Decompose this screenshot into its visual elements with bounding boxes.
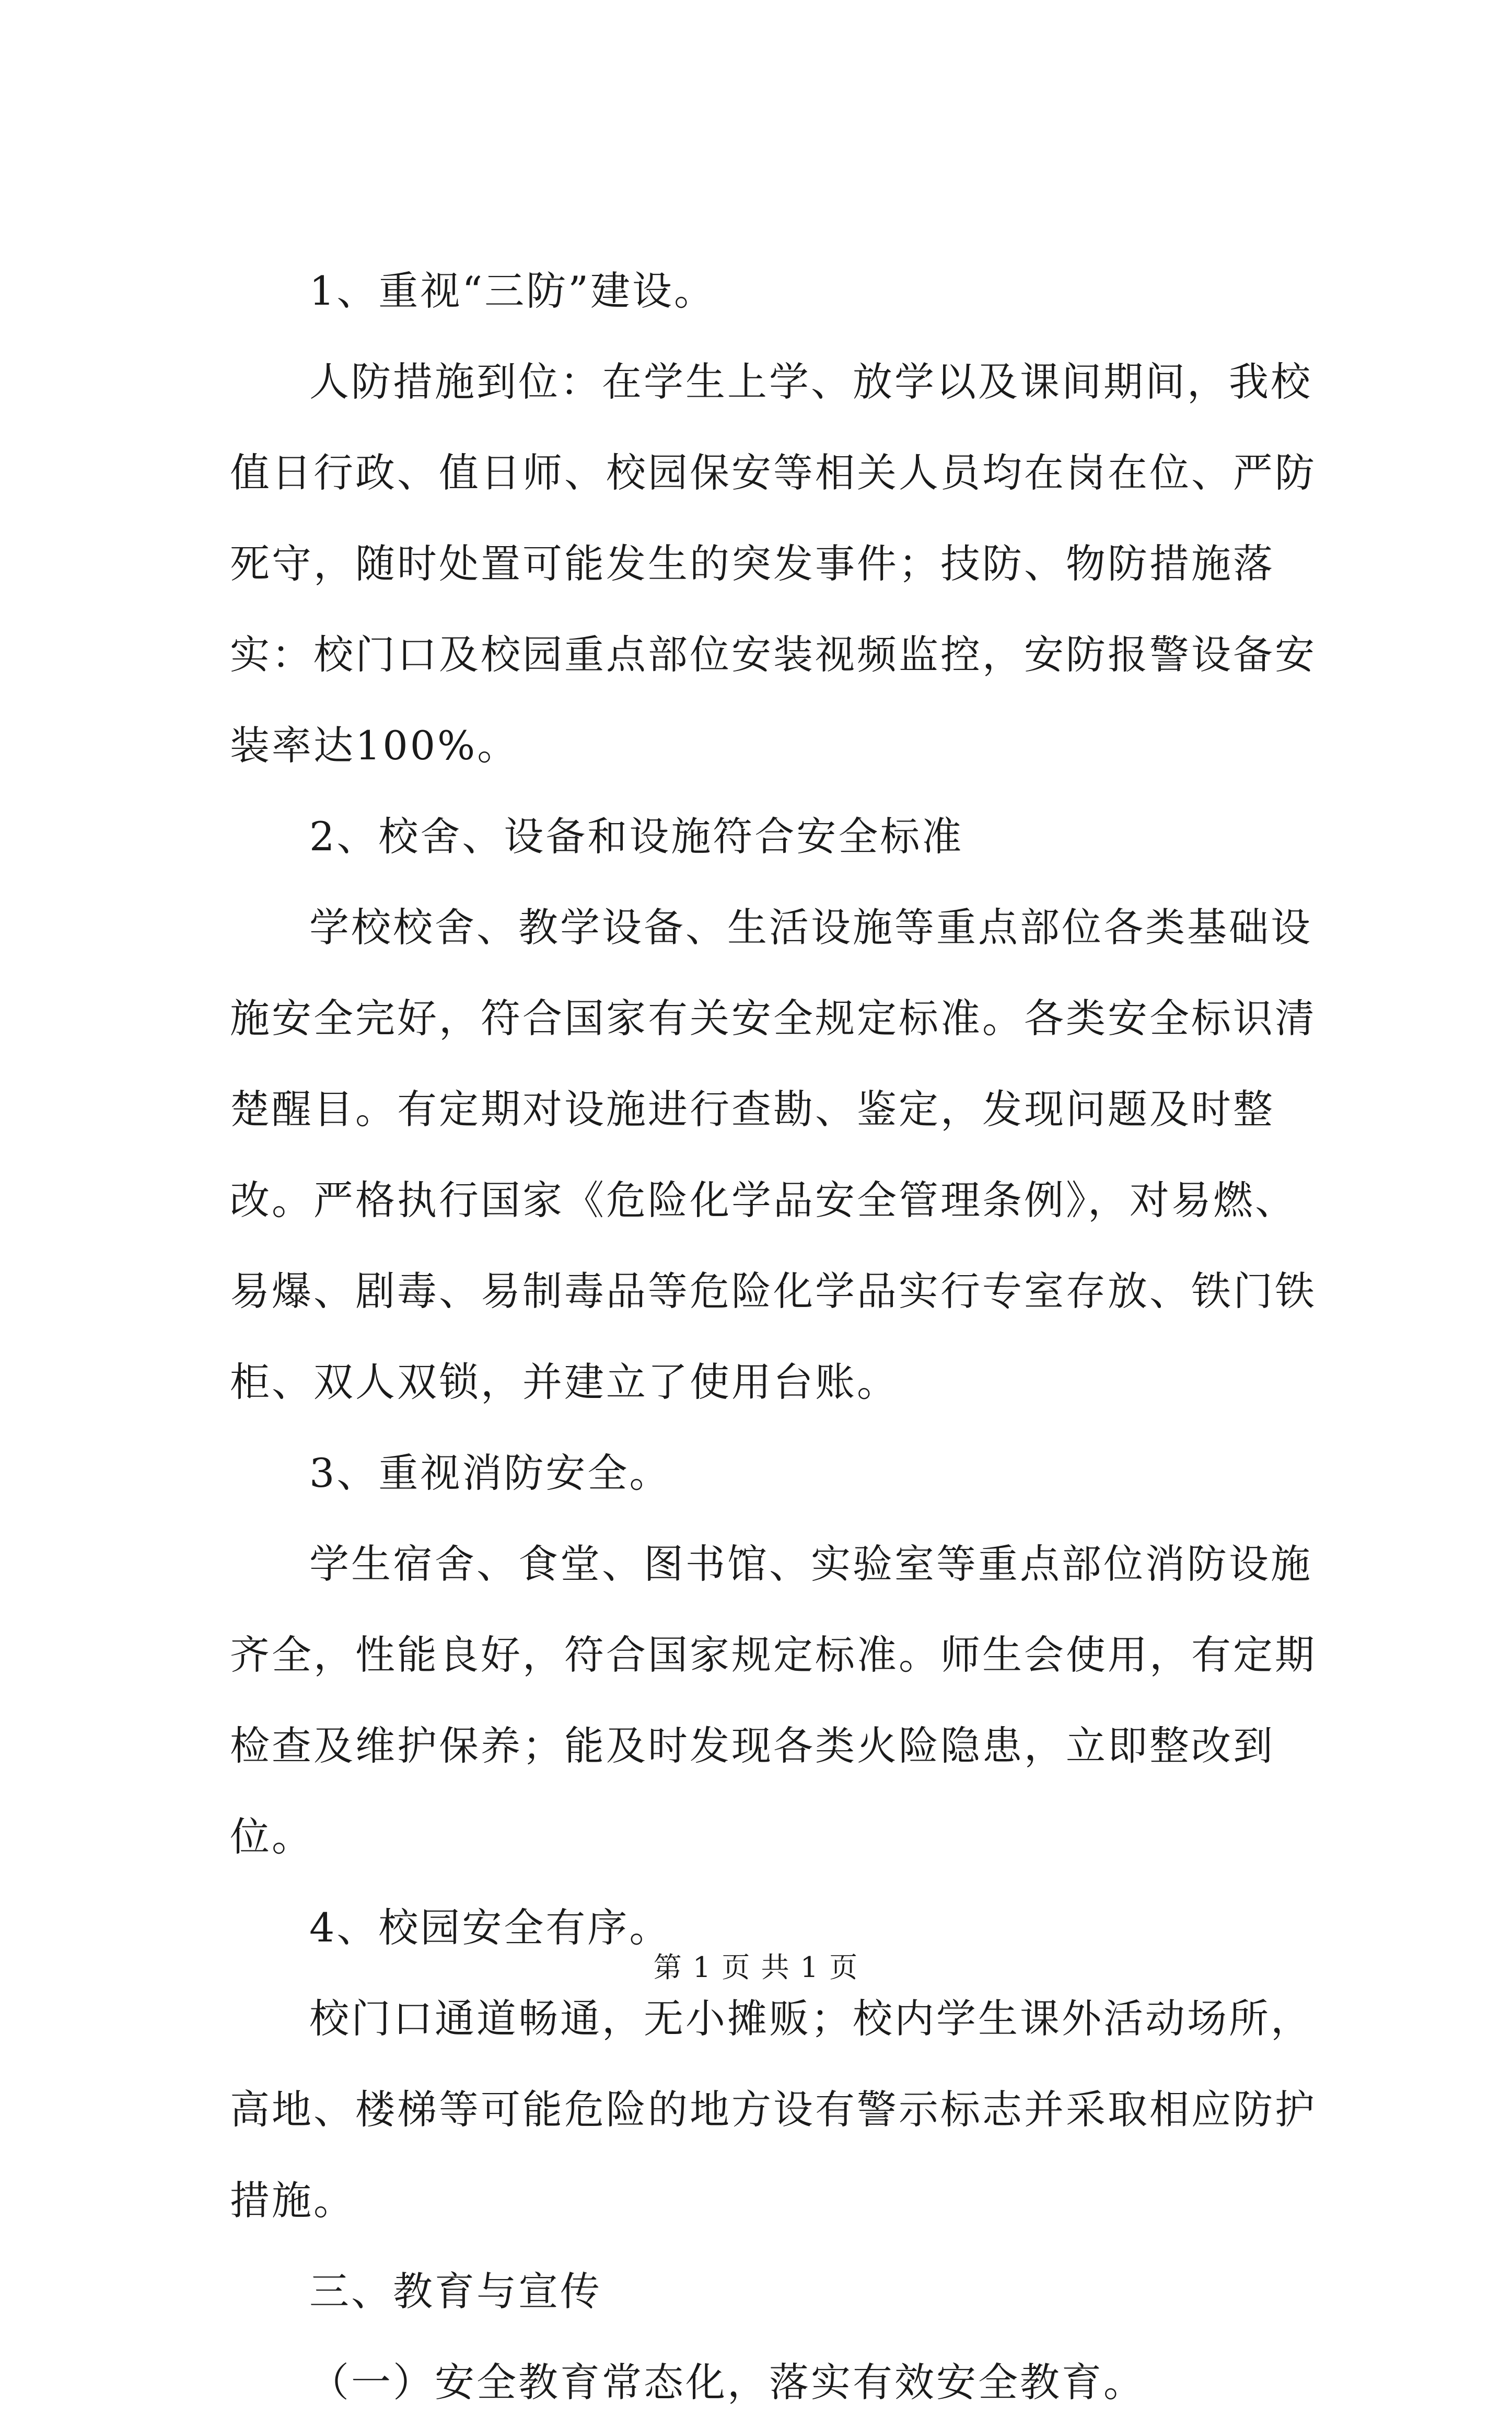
paragraph-campus-order: 校门口通道畅通，无小摊贩；校内学生课外活动场所，高地、楼梯等可能危险的地方设有警示标志并采取相应防护措施。 (230, 1995, 1317, 2224)
paragraph-civil-defense: 人防措施到位：在学生上学、放学以及课间期间，我校值日行政、值日师、校园保安等相关人员均在岗在位、严防死守，随时处置可能发生的突发事件；技防、物防措施落实：校门口及校园重点部位安装视频监控，安防报警设备安装率达100%。 (230, 359, 1317, 769)
paragraph-heading-1: 1、重视“三防”建设。 (309, 268, 716, 314)
paragraph-fire-safety: 学生宿舍、食堂、图书馆、实验室等重点部位消防设施齐全，性能良好，符合国家规定标准。师生会使用，有定期检查及维护保养；能及时发现各类火险隐患，立即整改到位。 (230, 1541, 1317, 1860)
paragraph-heading-3: 3、重视消防安全。 (309, 1450, 671, 1496)
subsection-heading-education: （一）安全教育常态化，落实有效安全教育。 (309, 2359, 1145, 2406)
paragraph-heading-4: 4、校园安全有序。 (309, 1904, 671, 1951)
page-footer: 第 1 页 共 1 页 (653, 1951, 859, 1984)
paragraph-heading-2: 2、校舍、设备和设施符合安全标准 (309, 813, 964, 860)
paragraph-facilities: 学校校舍、教学设备、生活设施等重点部位各类基础设施安全完好，符合国家有关安全规定标准。各类安全标识清楚醒目。有定期对设施进行查勘、鉴定，发现问题及时整改。严格执行国家《危险化学品安全管理条例》，对易燃、易爆、剧毒、易制毒品等危险化学品实行专室存放、铁门铁柜、双人双锁，并建立了使用台账。 (230, 904, 1317, 1405)
section-heading-education: 三、教育与宣传 (309, 2268, 602, 2315)
document-body (230, 246, 1322, 2428)
